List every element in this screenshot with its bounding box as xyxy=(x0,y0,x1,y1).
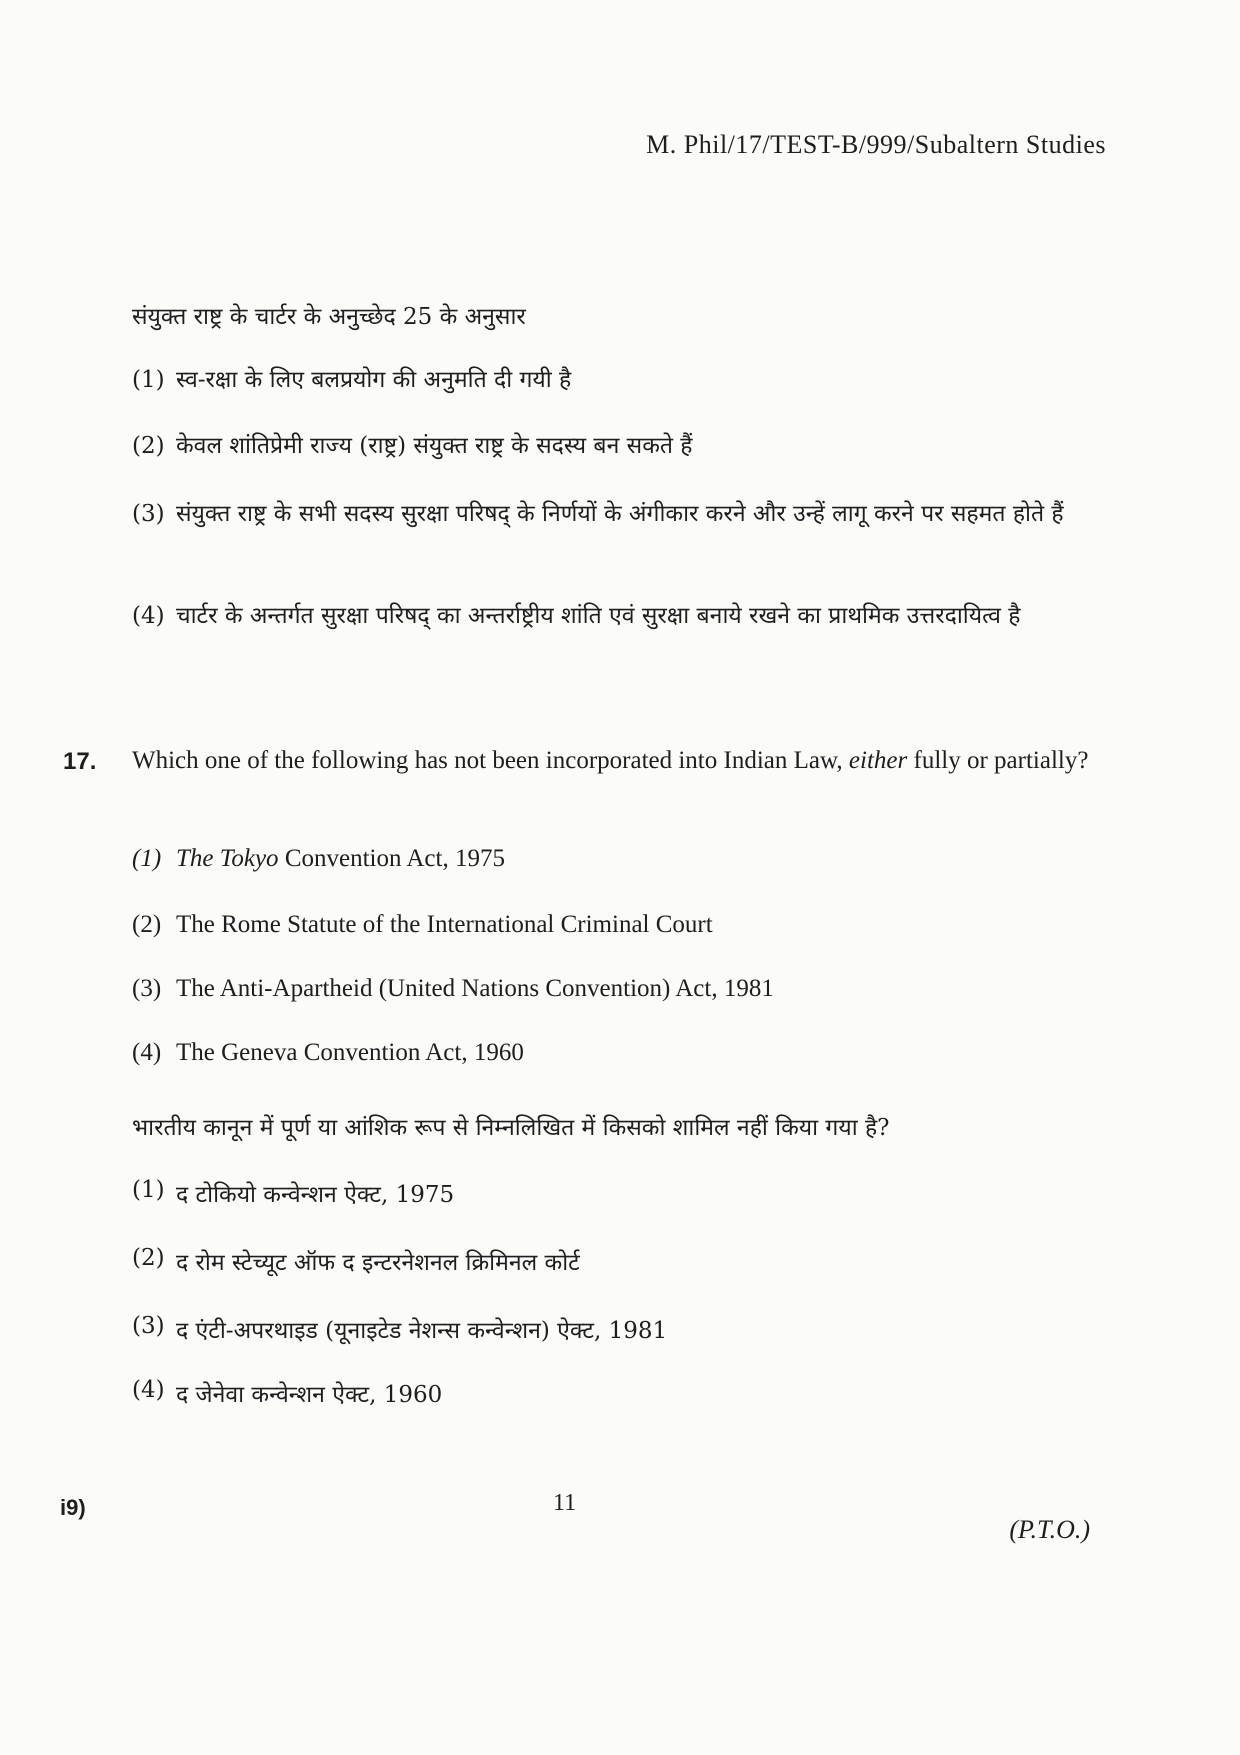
option-number: (1) xyxy=(132,845,162,872)
q17-hindi-option-4 xyxy=(132,1377,442,1409)
option-number: (2) xyxy=(132,1245,165,1271)
page-header-code: M. Phil/17/TEST-B/999/Subaltern Studies xyxy=(646,130,1106,159)
q17-option-4 xyxy=(132,1039,524,1067)
option-text: द जेनेवा कन्वेन्शन ऐक्ट, 1960 xyxy=(176,1382,443,1408)
q16-hindi-option-4 xyxy=(132,599,1107,633)
option-text: The Geneva Convention Act, 1960 xyxy=(176,1039,524,1066)
q17-option-3 xyxy=(132,975,774,1003)
option-number: (4) xyxy=(132,1377,165,1403)
option-text: संयुक्त राष्ट्र के सभी सदस्य सुरक्षा परिषद् के निर्णयों के अंगीकार करने और उन्हें लागू करने पर सहमत होते हैं xyxy=(176,501,1064,527)
option-text: The Anti-Apartheid (United Nations Convention) Act, 1981 xyxy=(176,975,774,1002)
q17-stem-main: Which one of the following has not been incorporated into Indian Law, xyxy=(132,747,843,774)
option-number: (2) xyxy=(132,433,165,459)
q17-stem xyxy=(132,745,1107,777)
question-number: 17. xyxy=(63,748,97,775)
pto-label: (P.T.O.) xyxy=(1009,1515,1090,1544)
option-text: स्व-रक्षा के लिए बलप्रयोग की अनुमति दी गयी है xyxy=(176,367,572,393)
q17-stem-italic: either xyxy=(848,747,908,774)
q17-option-2 xyxy=(132,911,713,939)
q17-hindi-stem: भारतीय कानून में पूर्ण या आंशिक रूप से निम्नलिखित में किसको शामिल नहीं किया गया है? xyxy=(132,1115,890,1141)
option-number: (1) xyxy=(132,367,165,393)
option-text: The Rome Statute of the International Criminal Court xyxy=(176,911,713,938)
option-text: Convention Act, 1975 xyxy=(284,845,505,872)
q17-option-1 xyxy=(132,845,505,873)
q17-hindi-option-3 xyxy=(132,1313,667,1345)
option-text: चार्टर के अन्तर्गत सुरक्षा परिषद् का अन्तर्राष्ट्रीय शांति एवं सुरक्षा बनाये रखने का प्राथमिक उत्तरदायित्व है xyxy=(176,603,1021,629)
q17-hindi-option-1 xyxy=(132,1177,454,1209)
option-text: द एंटी-अपरथाइड (यूनाइटेड नेशन्स कन्वेन्शन) ऐक्ट, 1981 xyxy=(176,1318,668,1344)
option-text: द रोम स्टेच्यूट ऑफ द इन्टरनेशनल क्रिमिनल कोर्ट xyxy=(176,1250,580,1276)
option-number: (1) xyxy=(132,1177,165,1203)
footer-code: i9) xyxy=(60,1495,86,1520)
q16-hindi-stem: संयुक्त राष्ट्र के चार्टर के अनुच्छेद 25 के अनुसार xyxy=(132,304,526,330)
q16-hindi-option-1 xyxy=(132,363,1107,397)
q16-hindi-option-3 xyxy=(132,497,1107,531)
page-number: 11 xyxy=(553,1490,577,1516)
option-text: केवल शांतिप्रेमी राज्य (राष्ट्र) संयुक्त राष्ट्र के सदस्य बन सकते हैं xyxy=(176,433,693,459)
option-number: (4) xyxy=(132,603,165,629)
option-number: (3) xyxy=(132,975,162,1002)
option-number: (4) xyxy=(132,1039,162,1066)
option-number: (3) xyxy=(132,501,165,527)
option-text: द टोकियो कन्वेन्शन ऐक्ट, 1975 xyxy=(176,1182,455,1208)
option-number: (2) xyxy=(132,911,162,938)
q17-hindi-option-2 xyxy=(132,1245,580,1277)
q16-hindi-option-2 xyxy=(132,429,1107,463)
q17-stem-end: fully or partially? xyxy=(913,747,1089,774)
option-italic-text: The Tokyo xyxy=(176,845,279,872)
option-number: (3) xyxy=(132,1313,165,1339)
